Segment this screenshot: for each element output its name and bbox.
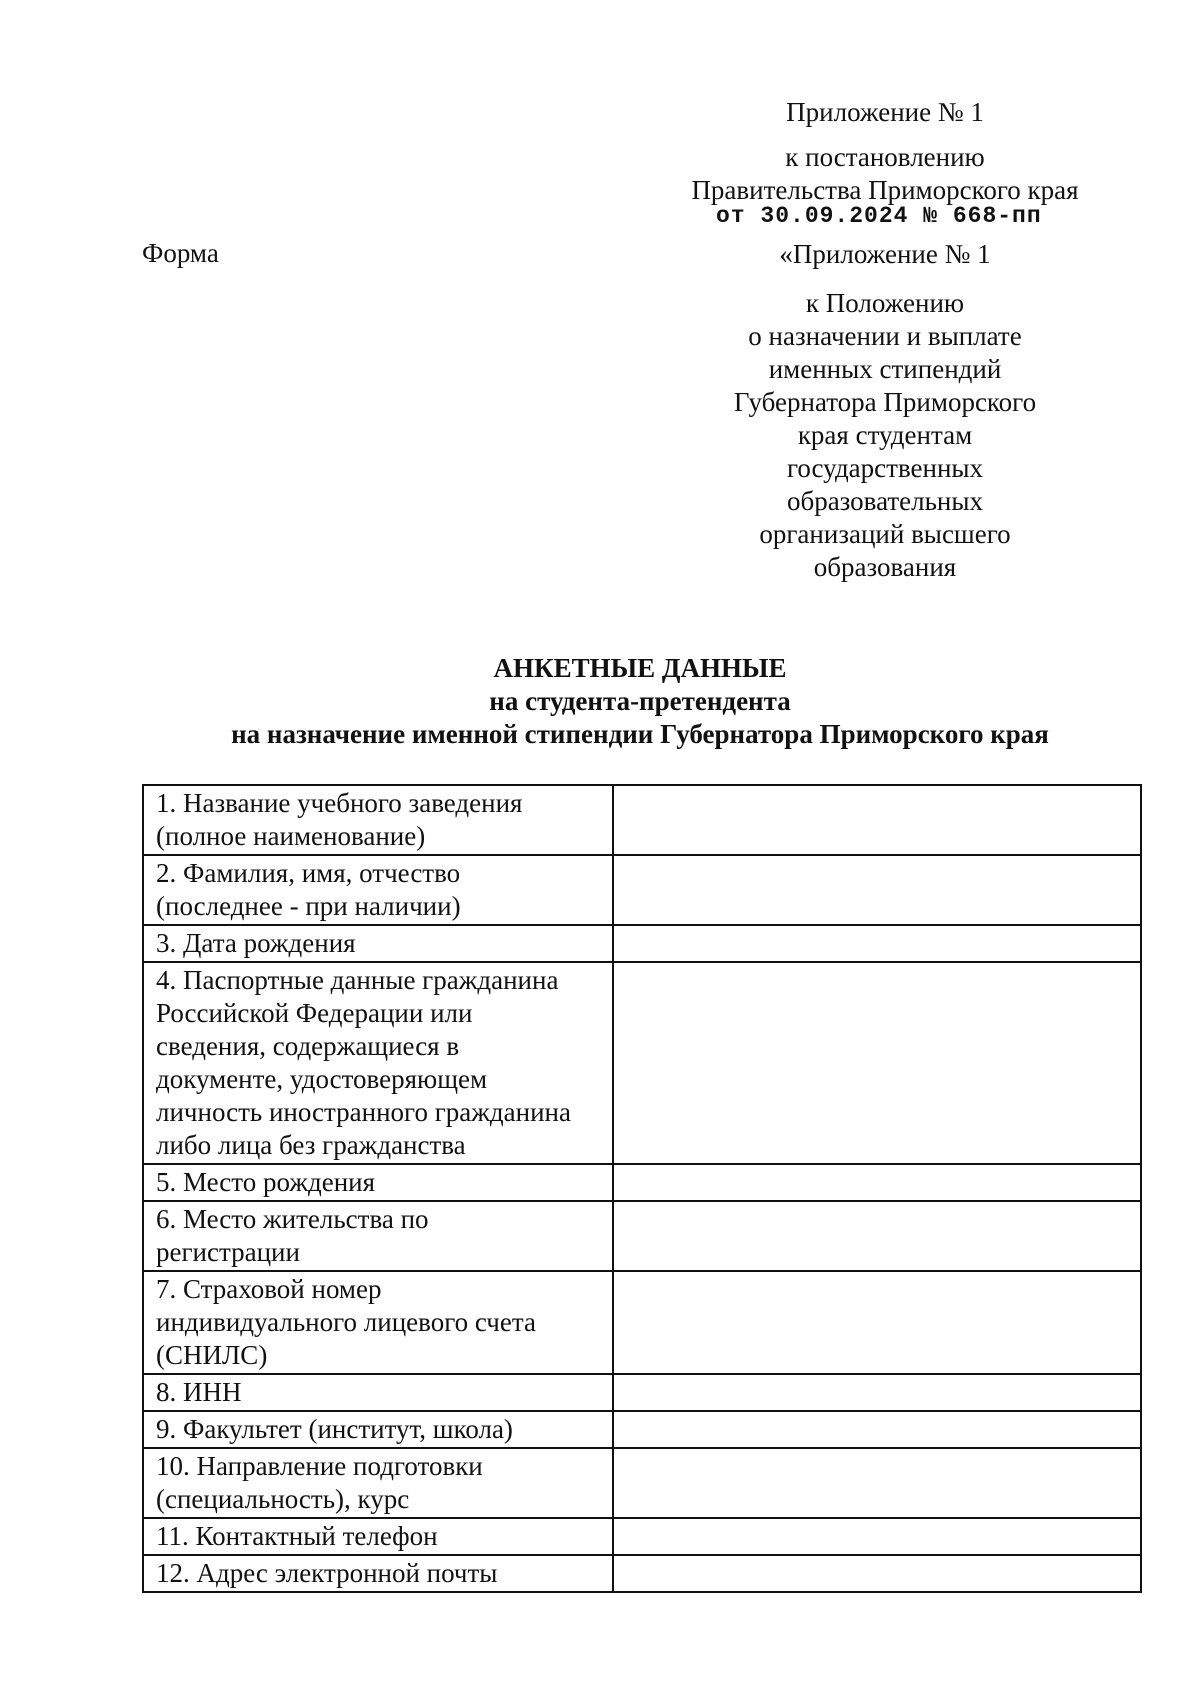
row-label-line: 2. Фамилия, имя, отчество bbox=[156, 858, 461, 888]
row-label-line: 10. Направление подготовки bbox=[156, 1451, 483, 1481]
table-row bbox=[143, 925, 1141, 962]
appendix-header bbox=[650, 96, 1120, 207]
row-label-line: документе, удостоверяющем bbox=[156, 1064, 488, 1094]
row-label-line: личность иностранного гражданина bbox=[156, 1097, 571, 1127]
document-subtitle: на студента-претендента bbox=[489, 686, 791, 716]
row-value-field[interactable] bbox=[613, 1555, 1141, 1592]
table-row bbox=[143, 1411, 1141, 1448]
row-label-line: (полное наименование) bbox=[156, 821, 426, 851]
government-name: Правительства Приморского края bbox=[691, 175, 1079, 205]
table-row bbox=[143, 1448, 1141, 1518]
appendix-number: Приложение № 1 bbox=[786, 97, 984, 127]
regulation-line: именных стипендий bbox=[768, 354, 1002, 384]
row-label bbox=[143, 1164, 613, 1201]
regulation-appendix bbox=[650, 238, 1120, 584]
table-row bbox=[143, 962, 1141, 1164]
regulation-line: края студентам bbox=[797, 420, 973, 450]
row-value-field[interactable] bbox=[613, 1411, 1141, 1448]
row-value-field[interactable] bbox=[613, 1201, 1141, 1271]
row-label-line: 12. Адрес электронной почты bbox=[156, 1558, 498, 1588]
row-label-line: 11. Контактный телефон bbox=[156, 1521, 438, 1551]
table-row bbox=[143, 1374, 1141, 1411]
document-subtitle-2: на назначение именной стипендии Губернатора Приморского края bbox=[231, 719, 1049, 749]
row-value-field[interactable] bbox=[613, 962, 1141, 1164]
regulation-line: Губернатора Приморского bbox=[733, 387, 1037, 417]
row-label-line: 7. Страховой номер bbox=[156, 1274, 382, 1304]
row-label bbox=[143, 785, 613, 855]
regulation-line: организаций высшего bbox=[759, 519, 1011, 549]
row-label bbox=[143, 855, 613, 925]
row-label bbox=[143, 1518, 613, 1555]
row-label bbox=[143, 1555, 613, 1592]
table-row bbox=[143, 1201, 1141, 1271]
regulation-line: о назначении и выплате bbox=[748, 321, 1022, 351]
row-label-line: (последнее - при наличии) bbox=[156, 891, 461, 921]
row-value-field[interactable] bbox=[613, 925, 1141, 962]
table-row bbox=[143, 1271, 1141, 1374]
questionnaire-table bbox=[142, 784, 1142, 1593]
row-value-field[interactable] bbox=[613, 785, 1141, 855]
table-row bbox=[143, 1518, 1141, 1555]
row-label-line: 8. ИНН bbox=[156, 1377, 242, 1407]
row-label bbox=[143, 1374, 613, 1411]
table-row bbox=[143, 1164, 1141, 1201]
regulation-line: образования bbox=[813, 552, 957, 582]
table-row bbox=[143, 855, 1141, 925]
table-row bbox=[143, 785, 1141, 855]
document-title: АНКЕТНЫЕ ДАННЫЕ bbox=[493, 653, 787, 683]
table-row bbox=[143, 1555, 1141, 1592]
regulation-line: к Положению bbox=[805, 288, 965, 318]
row-label-line: сведения, содержащиеся в bbox=[156, 1031, 460, 1061]
row-value-field[interactable] bbox=[613, 855, 1141, 925]
row-label bbox=[143, 1448, 613, 1518]
row-value-field[interactable] bbox=[613, 1271, 1141, 1374]
appendix-number-2: «Приложение № 1 bbox=[779, 239, 991, 269]
to-resolution: к постановлению bbox=[785, 142, 985, 172]
row-label bbox=[143, 1201, 613, 1271]
row-label-line: 6. Место жительства по bbox=[156, 1204, 429, 1234]
row-value-field[interactable] bbox=[613, 1374, 1141, 1411]
row-label bbox=[143, 925, 613, 962]
row-label-line: 3. Дата рождения bbox=[156, 928, 356, 958]
resolution-date-stamp: от 30.09.2024 № 668-пп bbox=[716, 203, 1042, 229]
row-label bbox=[143, 962, 613, 1164]
row-value-field[interactable] bbox=[613, 1518, 1141, 1555]
row-label bbox=[143, 1271, 613, 1374]
row-value-field[interactable] bbox=[613, 1164, 1141, 1201]
row-label-line: либо лица без гражданства bbox=[156, 1130, 466, 1160]
row-label-line: 1. Название учебного заведения bbox=[156, 788, 523, 818]
row-label-line: 5. Место рождения bbox=[156, 1167, 376, 1197]
row-label-line: индивидуального лицевого счета bbox=[156, 1307, 536, 1337]
row-label-line: 4. Паспортные данные гражданина bbox=[156, 965, 559, 995]
regulation-line: государственных bbox=[786, 453, 984, 483]
row-label-line: Российской Федерации или bbox=[156, 998, 473, 1028]
regulation-line: образовательных bbox=[786, 486, 984, 516]
row-label bbox=[143, 1411, 613, 1448]
row-label-line: 9. Факультет (институт, школа) bbox=[156, 1414, 513, 1444]
row-label-line: (специальность), курс bbox=[156, 1484, 410, 1514]
row-label-line: (СНИЛС) bbox=[156, 1340, 268, 1370]
form-label: Форма bbox=[142, 238, 219, 268]
row-value-field[interactable] bbox=[613, 1448, 1141, 1518]
row-label-line: регистрации bbox=[156, 1237, 300, 1267]
